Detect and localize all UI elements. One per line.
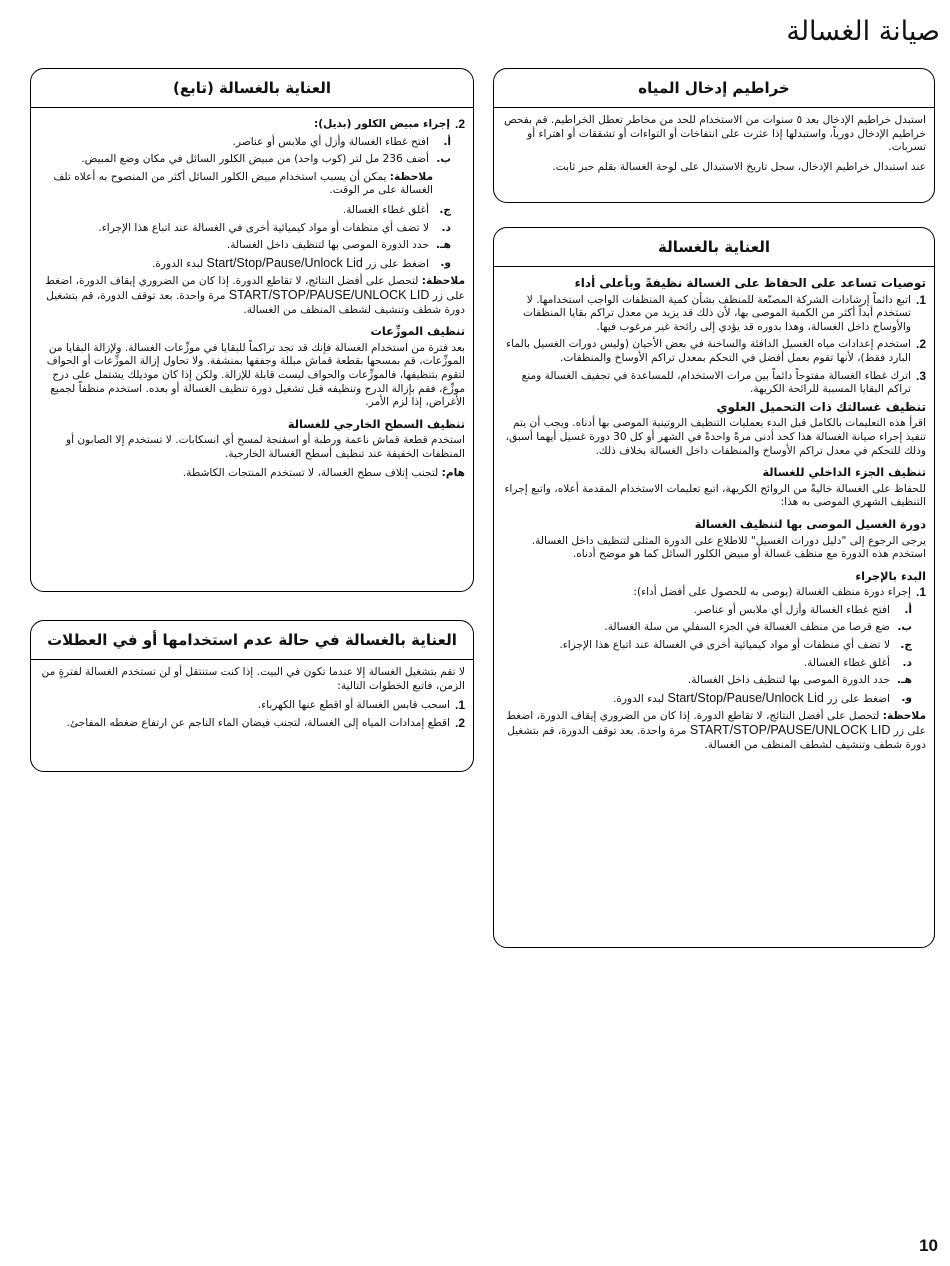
care-note: ملاحظة: لتحصل على أفضل النتائج، لا تقاطع الدورة. إذا كان من الضروري إيقاف الدورة، اضغط على زر START/STOP/PAUSE/UNLOCK LID مرة واحدة. بعد توقف الدورة، قم بتشغيل دورة شطف وتنشيف لشطف المنظف من الغسالة. [506,710,926,751]
exterior-heading: تنظيف السطح الخارجي للغسالة [287,417,465,431]
list-item: و. اضغط على زر Start/Stop/Pause/Unlock Lid لبدء الدورة. [612,690,912,705]
hoses-title: خراطيم إدخال المياه [494,69,934,108]
start-heading: البدء بالإجراء [855,569,926,583]
list-item: د. لا تضف أي منظفات أو مواد كيميائية أخرى في الغسالة عند اتباع هذا الإجراء. [98,221,451,234]
care-continued-note: ملاحظة: لتحصل على أفضل النتائج، لا تقاطع الدورة. إذا كان من الضروري إيقاف الدورة، اضغط على زر START/STOP/PAUSE/UNLOCK LID مرة واحدة. بعد توقف الدورة، قم بتشغيل دورة شطف وتنشيف لشطف المنظف من الغسالة. [45,275,465,316]
cycle-paragraph: يرجى الرجوع إلى "دليل دورات الغسيل" للاطلاع على الدورة المثلى لتنظيف داخل الغسالة. استخدم هذه الدورة مع منظف غسالة أو مبيض الكلور السائل كما هو موضح أدناه. [531,534,926,561]
nonuse-title: العناية بالغسالة في حالة عدم استخدامها أو في العطلات [31,621,473,660]
note-button-label: START/STOP/PAUSE/UNLOCK LID [689,723,891,738]
list-item: هـ. حدد الدورة الموصى بها لتنظيف داخل الغسالة. [226,239,451,252]
list-item: 2. إجراء مبيض الكلور (بديل): [314,117,465,131]
note-button-label: START/STOP/PAUSE/UNLOCK LID [228,287,430,302]
care-continued-section [30,68,474,592]
hoses-section [493,68,935,203]
start-button-label: Start/Stop/Pause/Unlock Lid [206,255,363,270]
toploader-paragraph: اقرأ هذه التعليمات بالكامل قبل البدء بعمليات التنظيف الروتينية الموصى بها أدناه. ويجب أن يتم تنفيذ إجراء صيانة الغسالة هذا كحد أدنى مرةً واحدةً في الشهر أو كل 30 دورة غسيل أيهما أسبق، وذلك للتحكم في معدل تراكم الأوساخ والمنظفات داخل الغسالة بخلاف ذلك. [505,417,926,457]
list-item: و. اضغط على زر Start/Stop/Pause/Unlock Lid لبدء الدورة. [151,255,451,270]
care-title: العناية بالغسالة [494,228,934,267]
interior-heading: تنظيف الجزء الداخلي للغسالة [762,466,926,480]
page-number: 10 [919,1236,938,1255]
hoses-paragraph-2: عند استبدال خراطيم الإدخال، سجل تاريخ الاستبدال على لوحة الغسالة بقلم حبر ثابت. [552,160,926,173]
start-button-label: Start/Stop/Pause/Unlock Lid [667,690,824,705]
list-item: أ. افتح غطاء الغسالة وأزل أي ملابس أو عناصر. [232,135,451,148]
page-title: صيانة الغسالة [786,16,940,47]
list-item: ج. لا تضف أي منظفات أو مواد كيميائية أخرى في الغسالة عند اتباع هذا الإجراء. [559,639,912,652]
list-item: أ. افتح غطاء الغسالة وأزل أي ملابس أو عناصر. [693,603,912,616]
recommendations-heading: توصيات تساعد على الحفاظ على الغسالة نظيفةً وبأعلى أداء [574,276,926,290]
toploader-heading: تنظيف غسالتك ذات التحميل العلوي [716,399,926,414]
nonuse-intro: لا تقم بتشغيل الغسالة إلا عندما تكون في البيت. إذا كنت ستنتقل أو لن تستخدم الغسالة لفترةٍ من الزمن، فاتبع الخطوات التالية: [41,666,465,692]
cycle-heading: دورة الغسيل الموصى بها لتنظيف الغسالة [694,517,926,531]
bleach-note: ملاحظة: يمكن أن يسبب استخدام مبيض الكلور السائل أكثر من المنصوح به أعلاه تلف الغسالة على مر الوقت. [53,170,433,197]
list-item: 1. اتبع دائماً إرشادات الشركة المصنّعة للمنظف بشأن كمية المنظفات الواجب استخدامها. لا تستخدم أبداً أكثر من الكمية الموصى بها، لأن ذلك قد يزيد من معدل تراكم بقايا المنظفات والأوساخ داخل الغسالة، وهذا بدوره قد يؤدي إلى رائحة غير مرغوب فيها. [522,292,926,333]
interior-paragraph: للحفاظ على الغسالة خاليةً من الروائح الكريهة، اتبع تعليمات الاستخدام المقدمة أعلاه، واتبع إجراء التنظيف الشهري الموصى به هذا: [504,482,926,509]
list-item: ج. أغلق غطاء الغسالة. [342,203,451,216]
nonuse-section [30,620,474,772]
hoses-paragraph-1: استبدل خراطيم الإدخال بعد ٥ سنوات من الاستخدام للحد من مخاطر تعطل الخراطيم. قم بفحص خراطيم الإدخال دورياً، واستبدلها إذا عثرت على انتفاخات أو التواءات أو تشققات أو اهتراء أو تسربات. [503,114,926,154]
list-item: هـ. حدد الدورة الموصى بها لتنظيف داخل الغسالة. [687,674,912,687]
care-section [493,227,935,948]
dispensers-paragraph: بعد فترة من استخدام الغسالة فإنك قد تجد تراكماً للبقايا في موزِّعات الغسالة. ولإزالة البقايا من الموزِّعات، قم بمسحها بقطعة قماش مبللة وجففها بمنشفة. ولا تحاول إزالة الموزِّعات أو الحواف لتقوم بتنظيفها، فالموزِّعات والحواف ليست قابلة للإزالة. ولكن إذا كان موديلك يشتمل على درج موزِّع، فقم بإزالة الدرج وتنظيفه قبل تشغيل دورة تنظيف الغسالة أو بعده. استخدم منظفاً لجميع الأغراض، إذا لزم الأمر. [46,341,465,409]
list-item: ب. أضف 236 مل لتر (كوب واحد) من مبيض الكلور السائل في مكان وضع المبيض. [81,153,451,166]
exterior-paragraph: استخدم قطعة قماش ناعمة ورطبة أو اسفنجة لمسح أي انسكابات. لا تستخدم إلا الصابون أو المنظفات الخفيفة عند تنظيف أسطح الغسالة الخارجية. [65,434,465,460]
list-item: 1. اسحب قابس الغسالة أو اقطع عنها الكهرباء. [257,698,465,713]
list-item: 3. اترك غطاء الغسالة مفتوحاً دائماً بين مرات الاستخدام، للمساعدة في تجفيف الغسالة ومنع تراكم البقايا المسببة للرائحة الكريهة. [521,368,926,396]
recommendations-list [502,294,926,397]
list-item: 1. إجراء دورة منظف الغسالة (يوصى به للحصول على أفضل أداء): [633,585,926,600]
list-item: 2. اقطع إمدادات المياه إلى الغسالة، لتجنب فيضان الماء الناجم عن ارتفاع ضغطه المفاجئ. [66,715,465,730]
list-item: ب. ضع قرصا من منظف الغسالة في الجزء السفلي من سلة الغسالة. [604,621,912,634]
care-continued-title: العناية بالغسالة (تابع) [31,69,473,108]
list-item: د. أغلق غطاء الغسالة. [803,656,912,669]
dispensers-heading: تنظيف الموزِّعات [370,325,465,339]
important-note: هام: لتجنب إتلاف سطح الغسالة، لا تستخدم المنتجات الكاشطة. [182,467,465,480]
list-item: 2. استخدم إعدادات مياه الغسيل الدافئة والساخنة في بعض الأحيان (وليس دورات الغسيل بالماء البارد فقط)، لأنها تقوم بعمل أفضل في التحكم بمعدل تراكم الأوساخ والمنظفات. [506,337,926,364]
